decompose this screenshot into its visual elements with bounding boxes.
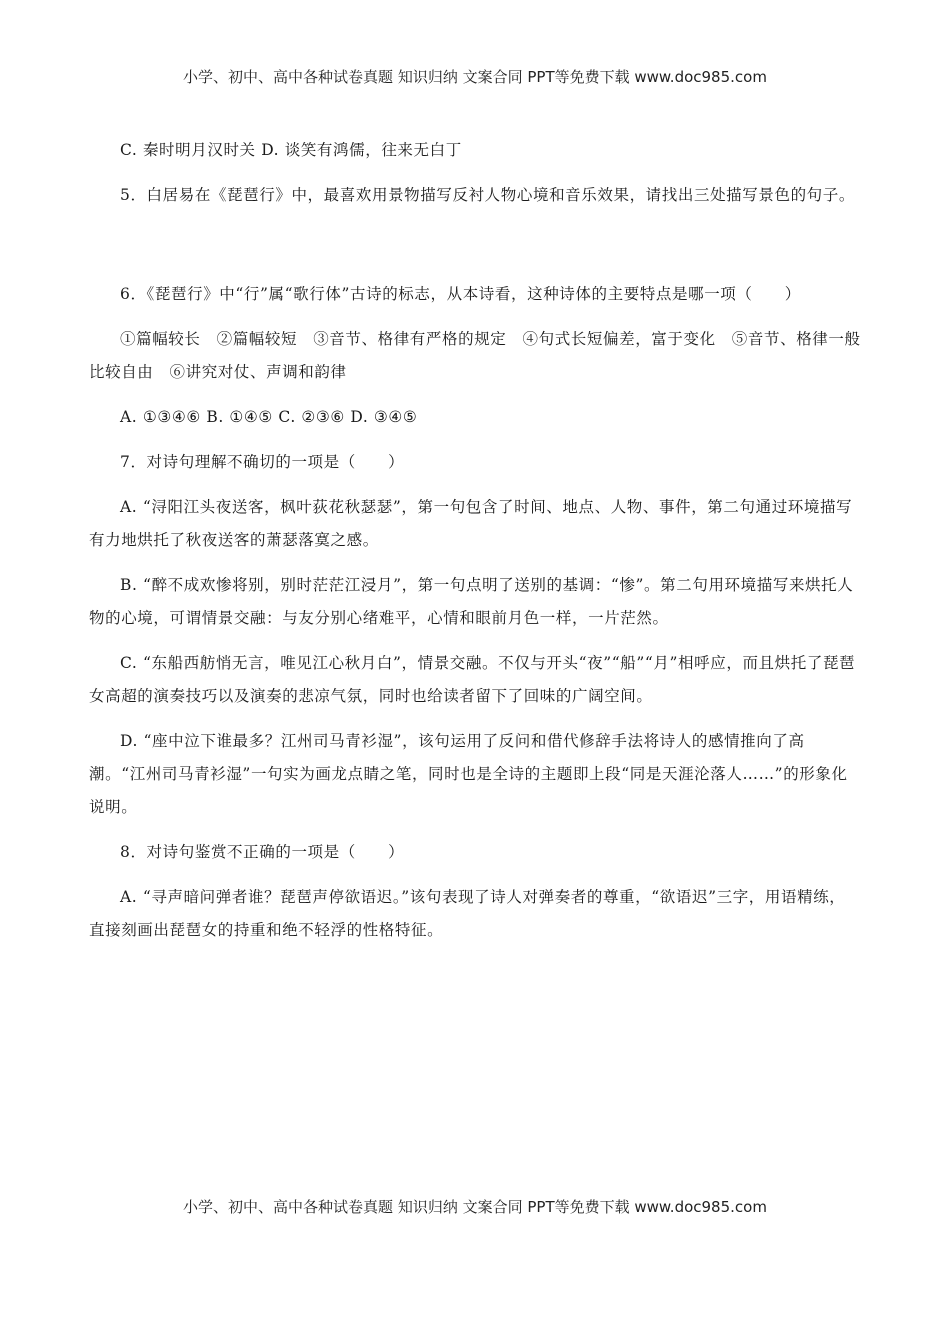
question-7-option-b: B. “醉不成欢惨将别，别时茫茫江浸月”，第一句点明了送别的基调：“惨”。第二句用环境描写来烘托人物的心境，可谓情景交融：与友分别心绪难平，心情和眼前月色一样，一片茫然。 bbox=[89, 576, 854, 627]
question-6: 6．《琵琶行》中“行”属“歌行体”古诗的标志，从本诗看，这种诗体的主要特点是哪一项（ ） bbox=[120, 285, 801, 303]
question-7-option-d: D. “座中泣下谁最多？江州司马青衫湿”，该句运用了反问和借代修辞手法将诗人的感情推向了高潮。“江州司马青衫湿”一句实为画龙点睛之笔，同时也是全诗的主题即上段“同是天涯沦落人……”的形象化说明。 bbox=[89, 732, 848, 816]
document-body bbox=[89, 134, 861, 947]
question-7-option-c: C. “东船西舫悄无言，唯见江心秋月白”，情景交融。不仅与开头“夜”“船”“月”相呼应，而且烘托了琵琶女高超的演奏技巧以及演奏的悲凉气氛，同时也给读者留下了回味的广阔空间。 bbox=[89, 654, 856, 705]
question-6-list: ①篇幅较长 ②篇幅较短 ③音节、格律有严格的规定 ④句式长短偏差，富于变化 ⑤音节、格律一般比较自由 ⑥讲究对仗、声调和韵律 bbox=[89, 330, 861, 381]
question-8-option-a: A. “寻声暗问弹者谁？琵琶声停欲语迟。”该句表现了诗人对弹奏者的尊重，“欲语迟”三字，用语精练，直接刻画出琵琶女的持重和绝不轻浮的性格特征。 bbox=[89, 888, 846, 939]
question-7: 7．对诗句理解不确切的一项是（ ） bbox=[120, 453, 405, 471]
question-6-options: A. ①③④⑥ B. ①④⑤ C. ②③⑥ D. ③④⑤ bbox=[120, 408, 418, 426]
question-8: 8．对诗句鉴赏不正确的一项是（ ） bbox=[120, 843, 405, 861]
q4-options-cd: C. 秦时明月汉时关 D. 谈笑有鸿儒，往来无白丁 bbox=[120, 141, 462, 159]
question-7-option-a: A. “浔阳江头夜送客，枫叶荻花秋瑟瑟”，第一句包含了时间、地点、人物、事件，第二句通过环境描写有力地烘托了秋夜送客的萧瑟落寞之感。 bbox=[89, 498, 853, 549]
page-footer: 小学、初中、高中各种试卷真题 知识归纳 文案合同 PPT等免费下载 www.doc985.com bbox=[183, 1198, 767, 1216]
page-header: 小学、初中、高中各种试卷真题 知识归纳 文案合同 PPT等免费下载 www.doc985.com bbox=[183, 68, 767, 86]
question-5: 5．白居易在《琵琶行》中，最喜欢用景物描写反衬人物心境和音乐效果，请找出三处描写景色的句子。 bbox=[120, 186, 855, 204]
